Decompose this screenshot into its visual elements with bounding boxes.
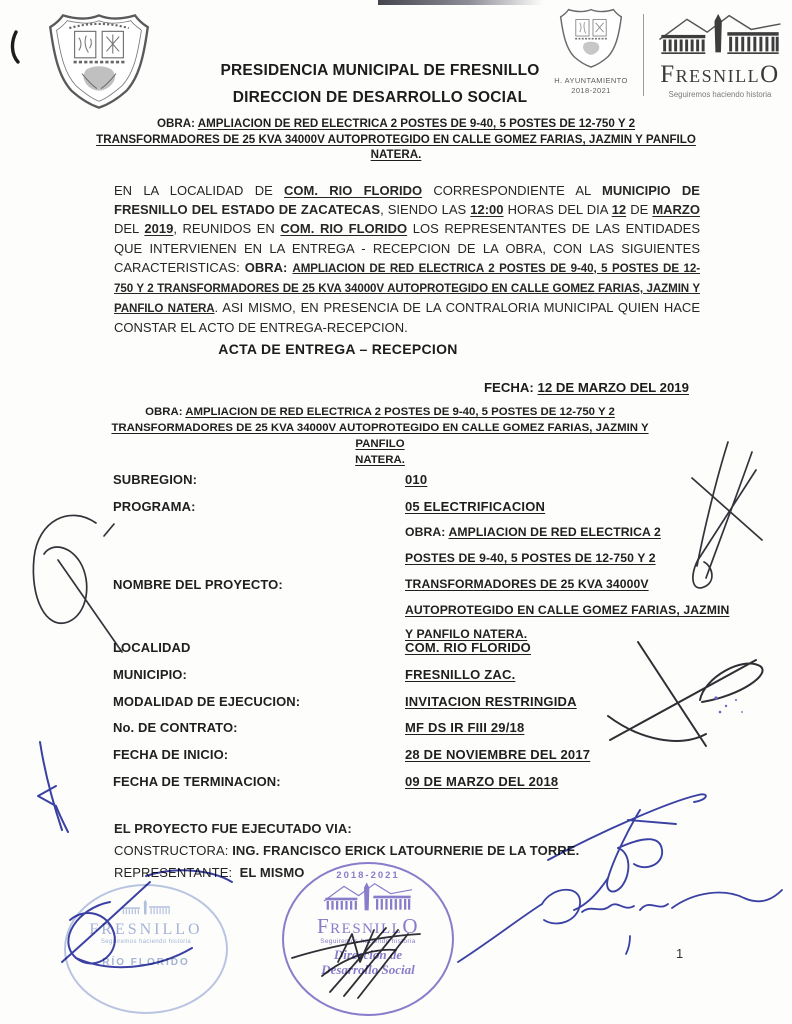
intro-line: EN LA LOCALIDAD DE COM. RIO FLORIDO CORRESPONDIENTE AL MUNICIPIO DE <box>114 183 700 198</box>
obra-line <box>88 116 704 132</box>
project-name-line: TRANSFORMADORES DE 25 KVA 34000V <box>405 577 649 591</box>
brand-final: O <box>760 61 780 88</box>
project-obra-prefix: OBRA: <box>405 525 446 539</box>
intro-line: 750 Y 2 TRANSFORMADORES DE 25 KVA 34000V AUTOPROTEGIDO EN CALLE GOMEZ FARIAS, JAZMIN Y <box>114 282 700 296</box>
intro-line: CONSTAR EL ACTO DE ENTREGA-RECEPCION. <box>114 320 408 336</box>
obra-line: NATERA. <box>355 454 405 466</box>
obra-banner-2 <box>90 404 670 468</box>
obra-label: OBRA: <box>156 117 195 130</box>
stamp-tagline: Seguiremos haciendo historia <box>320 938 416 945</box>
constructora-value: ING. FRANCISCO ERICK LATOURNERIE DE LA TORRE. <box>232 843 580 858</box>
representante-label: REPRESENTANTE: <box>114 865 233 880</box>
field-row-nombre-proyecto: NOMBRE DEL PROYECTO: <box>113 577 283 592</box>
field-row-modalidad: MODALIDAD DE EJECUCION: INVITACION RESTRINGIDA <box>113 694 577 709</box>
intro-line: PANFILO NATERA. ASI MISMO, EN PRESENCIA DE LA CONTRALORIA MUNICIPAL QUIEN HACE <box>114 300 700 316</box>
stamp-location: RÍO FLORIDO <box>102 957 190 968</box>
brand-mid: RESNILL <box>675 66 761 86</box>
obra-banner <box>88 116 704 163</box>
document-header <box>150 57 610 111</box>
obra-text: AMPLIACION DE RED ELECTRICA 2 POSTES DE 9-40, 5 POSTES DE 12-750 Y 2 <box>197 117 636 130</box>
pen-mark-top-left <box>12 32 18 62</box>
crest-icon <box>46 12 152 110</box>
ayuntamiento-caption <box>552 76 630 96</box>
constructora-label: CONSTRUCTORA: <box>114 843 229 858</box>
field-row-fecha-inicio: FECHA DE INICIO: 28 DE NOVIEMBRE DEL 2017 <box>113 747 591 762</box>
header-divider <box>643 14 644 96</box>
signature-bottom-right <box>458 890 782 962</box>
header-title-line1: PRESIDENCIA MUNICIPAL DE FRESNILLO <box>220 62 540 79</box>
desarrollo-social-stamp <box>282 862 454 1016</box>
skyline-icon <box>318 881 418 913</box>
acta-title: ACTA DE ENTREGA – RECEPCION <box>218 341 458 357</box>
ayuntamiento-line2: 2018-2021 <box>571 86 611 95</box>
brand-tagline: Seguiremos haciendo historia <box>668 90 772 99</box>
ayuntamiento-line1: H. AYUNTAMIENTO <box>554 76 628 85</box>
project-name-line: AUTOPROTEGIDO EN CALLE GOMEZ FARIAS, JAZMIN <box>405 603 730 617</box>
constructora-line <box>114 843 579 858</box>
intro-line: CARACTERISTICAS: OBRA: AMPLIACION DE RED ELECTRICA 2 POSTES DE 9-40, 5 POSTES DE 12- <box>114 259 700 275</box>
obra-line: OBRA: AMPLIACION DE RED ELECTRICA 2 POSTES DE 9-40, 5 POSTES DE 12-750 Y 2 <box>145 406 615 418</box>
stamp-brand: FRESNILLO <box>89 921 203 938</box>
municipal-crest-left <box>46 12 152 110</box>
field-row-fecha-terminacion: FECHA DE TERMINACION: 09 DE MARZO DEL 2018 <box>113 774 559 789</box>
field-row-subregion: SUBREGION: 010 <box>113 472 428 487</box>
obra-line: TRANSFORMADORES DE 25 KVA 34000V AUTOPROTEGIDO EN CALLE GOMEZ FARIAS, JAZMIN Y PANFILO <box>111 422 649 450</box>
ink-speckles <box>714 696 742 713</box>
project-name-line: POSTES DE 9-40, 5 POSTES DE 12-750 Y 2 <box>405 551 656 565</box>
obra-line: TRANSFORMADORES DE 25 KVA 34000V AUTOPROTEGIDO EN CALLE GOMEZ FARIAS, JAZMIN Y PANFILO <box>96 132 696 146</box>
intro-line: DEL 2019, REUNIDOS EN COM. RIO FLORIDO LOS REPRESENTANTES DE LAS ENTIDADES <box>114 221 700 237</box>
project-name-line: OBRA: AMPLIACION DE RED ELECTRICA 2 <box>405 525 661 539</box>
stamp-tagline: Seguiremos haciendo historia <box>100 939 192 945</box>
scan-artifact-bar <box>378 0 543 5</box>
skyline-icon <box>103 898 189 916</box>
header-title-line2: DIRECCION DE DESARROLLO SOCIAL <box>232 89 528 106</box>
project-name-line: Y PANFILO NATERA. <box>405 627 528 641</box>
fecha-line <box>484 380 689 395</box>
field-row-contrato: No. DE CONTRATO: MF DS IR FIII 29/18 <box>113 720 525 735</box>
representante-line <box>114 865 304 880</box>
intro-line: QUE INTERVIENEN EN LA ENTREGA - RECEPCION DE LA OBRA, CON LAS SIGUIENTES <box>114 240 700 256</box>
skyline-icon <box>655 12 785 56</box>
fecha-value: 12 DE MARZO DEL 2019 <box>537 380 689 395</box>
field-row-localidad: LOCALIDAD COM. RIO FLORIDO <box>113 640 531 655</box>
stamp-office: Dirección de Desarrollo Social <box>321 947 415 977</box>
page-number: 1 <box>676 946 684 961</box>
signature-left-blue-mark <box>38 742 68 832</box>
signature-left-loop <box>33 515 122 652</box>
fecha-label: FECHA: <box>484 380 534 395</box>
fresnillo-logo <box>652 12 788 99</box>
intro-line: FRESNILLO DEL ESTADO DE ZACATECAS, SIENDO LAS 12:00 HORAS DEL DIA 12 DE MARZO <box>114 202 700 218</box>
municipal-crest-right <box>552 6 630 96</box>
brand-initial: F <box>660 61 676 88</box>
crest-icon-small <box>558 6 624 70</box>
field-row-municipio: MUNICIPIO: FRESNILLO ZAC. <box>113 667 516 682</box>
intro-paragraph <box>114 181 700 338</box>
representante-value: EL MISMO <box>239 865 305 880</box>
execution-heading: EL PROYECTO FUE EJECUTADO VIA: <box>114 821 352 836</box>
stamp-brand: FRESNILLO <box>316 914 420 938</box>
obra-line: NATERA. <box>370 148 422 161</box>
brand-wordmark <box>652 63 788 90</box>
rio-florido-stamp <box>64 884 228 1014</box>
stamp-period: 2018-2021 <box>336 870 400 881</box>
field-row-programa: PROGRAMA: 05 ELECTRIFICACION <box>113 499 546 514</box>
